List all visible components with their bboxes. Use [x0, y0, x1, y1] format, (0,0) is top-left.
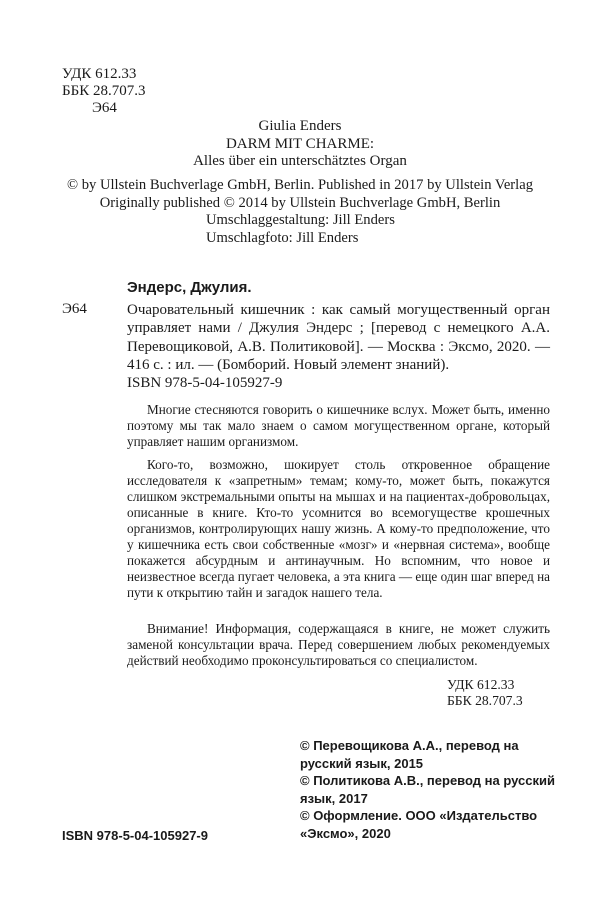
- original-author: Giulia Enders: [258, 118, 342, 134]
- annotation-paragraph: [127, 457, 550, 601]
- catalog-author-heading: Эндерс, Джулия.: [127, 279, 252, 296]
- copyright-line: Umschlagfoto: Jill Enders: [206, 229, 359, 246]
- footer-isbn: ISBN 978-5-04-105927-9: [62, 828, 208, 843]
- original-title: DARM MIT CHARME:: [225, 135, 375, 152]
- original-subtitle: Alles über ein unterschätztes Organ: [193, 153, 407, 170]
- annotation-paragraph: [127, 402, 550, 450]
- bottom-udk: УДК 612.33: [447, 677, 515, 692]
- annotation-text: Кого-то, возможно, шокирует столь откровенное обращение исследователя к «запретным» темам; кому-то, может быть, покажутся слишком экстремальными опыты на мышах и на пациентах-добровольцах, описанные в книге. Кто-то усомнится во всемогуществе крошечных организмов, контролирующих нашу жизнь. А кому-то предположение, что у кишечника есть свои собственные «мозг» и «нервная система», вообще покажется абсурдным и антинаучным. Но вспомним, что новое и неизвестное всегда пугает человека, а эта книга — еще один шаг вперед на пути к открытию тайн и загадок нашего тела.: [127, 457, 550, 600]
- credit-item: © Политикова А.В., перевод на русский язык, 2017: [300, 773, 555, 806]
- credit-item: © Перевощикова А.А., перевод на русский язык, 2015: [300, 738, 519, 771]
- copyright-line: Originally published © 2014 by Ullstein Buchverlage GmbH, Berlin: [99, 194, 501, 211]
- catalog-isbn: ISBN 978-5-04-105927-9: [127, 375, 283, 391]
- catalog-code: Э64: [62, 301, 87, 317]
- copyright-line: © by Ullstein Buchverlage GmbH, Berlin. Published in 2017 by Ullstein Verlag: [66, 177, 533, 193]
- catalog-description: Очаровательный кишечник : как самый могущественный орган управляет нами / Джулия Эндерс ; [перевод с немецкого А.А. Перевощиковой, А.В. Политиковой]. — Москва : Эксмо, 2020. — 416 с. : ил. — (Бомборий. Новый элемент знаний).: [127, 302, 550, 374]
- original-title-block: [0, 118, 600, 171]
- copyright-block: [0, 177, 600, 247]
- annotation-paragraph: [127, 621, 550, 669]
- bottom-bbk: ББК 28.707.3: [447, 693, 523, 708]
- classification-block: [62, 66, 145, 117]
- credits-block: [300, 737, 560, 843]
- copyright-line: Umschlaggestaltung: Jill Enders: [206, 212, 395, 229]
- bbk-code: ББК 28.707.3: [62, 83, 146, 99]
- annotation-text: Многие стесняются говорить о кишечнике вслух. Может быть, именно поэтому мы так мало знаем о самом могущественном органе, который управляет нашим организмом.: [127, 402, 550, 449]
- bottom-classification: [447, 677, 523, 709]
- udk-code: УДК 612.33: [62, 66, 137, 82]
- credit-item: © Оформление. ООО «Издательство «Эксмо», 2020: [300, 808, 538, 841]
- annotation-text: Внимание! Информация, содержащаяся в книге, не может служить заменой консультации врача. Перед совершением любых рекомендуемых действий необходимо проконсультироваться со специалистом.: [127, 621, 550, 668]
- author-sign-code: Э64: [92, 100, 117, 116]
